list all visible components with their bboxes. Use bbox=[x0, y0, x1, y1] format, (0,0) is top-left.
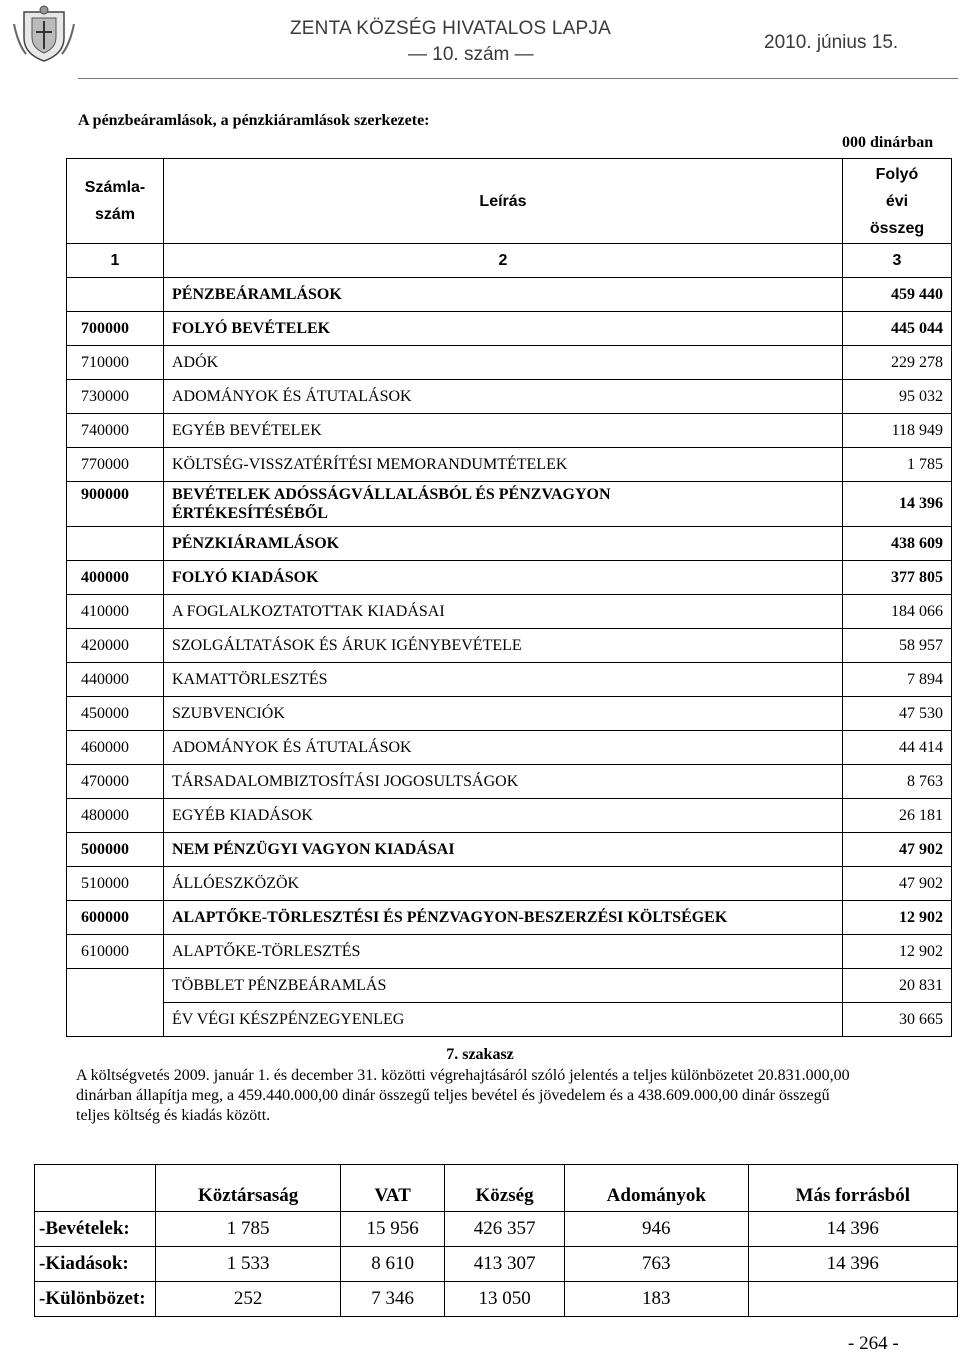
table-row bbox=[67, 380, 952, 414]
row-amount: 44 414 bbox=[843, 731, 952, 765]
summary-row bbox=[35, 1212, 958, 1247]
table-row bbox=[67, 867, 952, 901]
table-row bbox=[67, 482, 952, 527]
row-code: 400000 bbox=[67, 561, 164, 595]
coat-of-arms-icon bbox=[10, 4, 78, 64]
table-row bbox=[67, 629, 952, 663]
table-header-row bbox=[67, 159, 952, 244]
row-code: 460000 bbox=[67, 731, 164, 765]
row-description: SZOLGÁLTATÁSOK ÉS ÁRUK IGÉNYBEVÉTELE bbox=[164, 629, 843, 663]
summary-row bbox=[35, 1282, 958, 1317]
summary-row bbox=[35, 1247, 958, 1282]
row-description: ALAPTŐKE-TÖRLESZTÉS bbox=[164, 935, 843, 969]
article-title: 7. szakasz bbox=[446, 1046, 514, 1063]
row-code bbox=[67, 1003, 164, 1037]
row-amount: 1 785 bbox=[843, 448, 952, 482]
summary-cell bbox=[748, 1282, 957, 1317]
article-line: A költségvetés 2009. január 1. és december 31. közötti végrehajtásáról szóló jelentés a teljes különbözetet 20.831.000,00 bbox=[76, 1067, 850, 1084]
row-amount: 229 278 bbox=[843, 346, 952, 380]
summary-row-label: -Bevételek: bbox=[35, 1212, 156, 1247]
summary-cell: 1 785 bbox=[156, 1212, 341, 1247]
summary-header-cell: Adományok bbox=[565, 1165, 749, 1212]
row-amount: 12 902 bbox=[843, 935, 952, 969]
summary-cell: 8 610 bbox=[341, 1247, 445, 1282]
row-amount: 14 396 bbox=[843, 482, 952, 527]
page-header bbox=[0, 0, 960, 80]
summary-header-row bbox=[35, 1165, 958, 1212]
row-description: ÁLLÓESZKÖZÖK bbox=[164, 867, 843, 901]
row-code: 710000 bbox=[67, 346, 164, 380]
summary-cell: 763 bbox=[565, 1247, 749, 1282]
article-line: teljes költség és kiadás között. bbox=[76, 1107, 271, 1124]
row-description: TÖBBLET PÉNZBEÁRAMLÁS bbox=[164, 969, 843, 1003]
summary-cell: 183 bbox=[565, 1282, 749, 1317]
row-code: 510000 bbox=[67, 867, 164, 901]
summary-header-cell: VAT bbox=[341, 1165, 445, 1212]
table-row bbox=[67, 414, 952, 448]
issue-number: — 10. szám — bbox=[408, 44, 534, 65]
row-description: FOLYÓ KIADÁSOK bbox=[164, 561, 843, 595]
table-row bbox=[67, 697, 952, 731]
table-row bbox=[67, 312, 952, 346]
row-description: PÉNZKIÁRAMLÁSOK bbox=[164, 527, 843, 561]
col-number: 3 bbox=[843, 244, 952, 278]
row-description: EGYÉB BEVÉTELEK bbox=[164, 414, 843, 448]
table-row bbox=[67, 901, 952, 935]
table-row bbox=[67, 278, 952, 312]
row-code: 420000 bbox=[67, 629, 164, 663]
summary-cell: 14 396 bbox=[748, 1247, 957, 1282]
table-row bbox=[67, 799, 952, 833]
row-amount: 445 044 bbox=[843, 312, 952, 346]
row-description: ADOMÁNYOK ÉS ÁTUTALÁSOK bbox=[164, 731, 843, 765]
col-number: 1 bbox=[67, 244, 164, 278]
row-amount: 95 032 bbox=[843, 380, 952, 414]
unit-label: 000 dinárban bbox=[842, 134, 934, 151]
article-text bbox=[76, 1066, 946, 1126]
row-amount: 118 949 bbox=[843, 414, 952, 448]
table-row bbox=[67, 561, 952, 595]
row-description: NEM PÉNZÜGYI VAGYON KIADÁSAI bbox=[164, 833, 843, 867]
header-amount-line3: összeg bbox=[869, 219, 925, 237]
row-description: FOLYÓ BEVÉTELEK bbox=[164, 312, 843, 346]
row-description: ADOMÁNYOK ÉS ÁTUTALÁSOK bbox=[164, 380, 843, 414]
row-description: A FOGLALKOZTATOTTAK KIADÁSAI bbox=[164, 595, 843, 629]
header-account-line1: Számla- bbox=[84, 179, 146, 196]
summary-cell: 252 bbox=[156, 1282, 341, 1317]
row-code: 770000 bbox=[67, 448, 164, 482]
row-amount: 7 894 bbox=[843, 663, 952, 697]
row-amount: 8 763 bbox=[843, 765, 952, 799]
header-amount bbox=[843, 159, 952, 244]
col-number: 2 bbox=[164, 244, 843, 278]
publication-title: ZENTA KÖZSÉG HIVATALOS LAPJA bbox=[290, 18, 611, 39]
header-amount-line2: évi bbox=[885, 192, 909, 210]
summary-cell: 13 050 bbox=[445, 1282, 565, 1317]
row-amount: 377 805 bbox=[843, 561, 952, 595]
row-description: KAMATTÖRLESZTÉS bbox=[164, 663, 843, 697]
summary-cell: 946 bbox=[565, 1212, 749, 1247]
row-code bbox=[67, 278, 164, 312]
cash-flow-table bbox=[66, 158, 952, 1037]
table-row bbox=[67, 765, 952, 799]
row-amount: 30 665 bbox=[843, 1003, 952, 1037]
row-amount: 26 181 bbox=[843, 799, 952, 833]
row-code: 600000 bbox=[67, 901, 164, 935]
row-code: 470000 bbox=[67, 765, 164, 799]
row-description: ALAPTŐKE-TÖRLESZTÉSI ÉS PÉNZVAGYON-BESZERZÉSI KÖLTSÉGEK bbox=[164, 901, 843, 935]
article-line: dinárban állapítja meg, a 459.440.000,00 dinár összegű teljes bevétel és jövedelem és a 438.609.000,00 dinár összegű bbox=[76, 1087, 830, 1104]
header-divider bbox=[78, 78, 958, 79]
row-description: ÉV VÉGI KÉSZPÉNZEGYENLEG bbox=[164, 1003, 843, 1037]
table-row bbox=[67, 731, 952, 765]
section-title: A pénzbeáramlások, a pénzkiáramlások szerkezete: bbox=[78, 112, 430, 129]
row-amount: 47 530 bbox=[843, 697, 952, 731]
row-description bbox=[164, 482, 843, 527]
summary-header-cell: Más forrásból bbox=[748, 1165, 957, 1212]
summary-header-cell: Köztársaság bbox=[156, 1165, 341, 1212]
table-row bbox=[67, 527, 952, 561]
row-amount: 58 957 bbox=[843, 629, 952, 663]
page-number: - 264 - bbox=[848, 1333, 899, 1354]
row-description: SZUBVENCIÓK bbox=[164, 697, 843, 731]
row-code bbox=[67, 969, 164, 1003]
table-row bbox=[67, 833, 952, 867]
funding-summary-table bbox=[34, 1164, 958, 1317]
summary-row-label: -Különbözet: bbox=[35, 1282, 156, 1317]
row-code: 500000 bbox=[67, 833, 164, 867]
table-row bbox=[67, 935, 952, 969]
row-code: 480000 bbox=[67, 799, 164, 833]
header-account-line2: szám bbox=[94, 206, 136, 223]
summary-cell: 426 357 bbox=[445, 1212, 565, 1247]
table-row bbox=[67, 595, 952, 629]
header-account bbox=[67, 159, 164, 244]
summary-header-cell: Község bbox=[445, 1165, 565, 1212]
row-code: 730000 bbox=[67, 380, 164, 414]
header-amount-line1: Folyó bbox=[875, 165, 919, 183]
table-row bbox=[67, 448, 952, 482]
row-description-line1: BEVÉTELEK ADÓSSÁGVÁLLALÁSBÓL ÉS PÉNZVAGYON bbox=[172, 486, 611, 503]
summary-header-cell bbox=[35, 1165, 156, 1212]
summary-cell: 1 533 bbox=[156, 1247, 341, 1282]
summary-cell: 413 307 bbox=[445, 1247, 565, 1282]
row-amount: 47 902 bbox=[843, 833, 952, 867]
table-row bbox=[67, 346, 952, 380]
row-amount: 438 609 bbox=[843, 527, 952, 561]
row-amount: 20 831 bbox=[843, 969, 952, 1003]
row-code: 440000 bbox=[67, 663, 164, 697]
summary-row-label: -Kiadások: bbox=[35, 1247, 156, 1282]
table-row bbox=[67, 663, 952, 697]
header-description: Leírás bbox=[164, 159, 843, 244]
row-description: TÁRSADALOMBIZTOSÍTÁSI JOGOSULTSÁGOK bbox=[164, 765, 843, 799]
publication-date: 2010. június 15. bbox=[764, 32, 899, 53]
table-row bbox=[67, 969, 952, 1003]
row-code bbox=[67, 527, 164, 561]
row-description: EGYÉB KIADÁSOK bbox=[164, 799, 843, 833]
row-description: ADÓK bbox=[164, 346, 843, 380]
row-code: 410000 bbox=[67, 595, 164, 629]
row-description: PÉNZBEÁRAMLÁSOK bbox=[164, 278, 843, 312]
row-description-line2: ÉRTÉKESÍTÉSÉBŐL bbox=[172, 505, 328, 522]
row-code: 610000 bbox=[67, 935, 164, 969]
column-number-row bbox=[67, 244, 952, 278]
table-row bbox=[67, 1003, 952, 1037]
row-code: 740000 bbox=[67, 414, 164, 448]
row-amount: 184 066 bbox=[843, 595, 952, 629]
summary-cell: 15 956 bbox=[341, 1212, 445, 1247]
row-amount: 47 902 bbox=[843, 867, 952, 901]
row-amount: 459 440 bbox=[843, 278, 952, 312]
summary-cell: 7 346 bbox=[341, 1282, 445, 1317]
row-code: 900000 bbox=[67, 482, 164, 527]
summary-cell: 14 396 bbox=[748, 1212, 957, 1247]
row-description: KÖLTSÉG-VISSZATÉRÍTÉSI MEMORANDUMTÉTELEK bbox=[164, 448, 843, 482]
row-amount: 12 902 bbox=[843, 901, 952, 935]
row-code: 700000 bbox=[67, 312, 164, 346]
row-code: 450000 bbox=[67, 697, 164, 731]
